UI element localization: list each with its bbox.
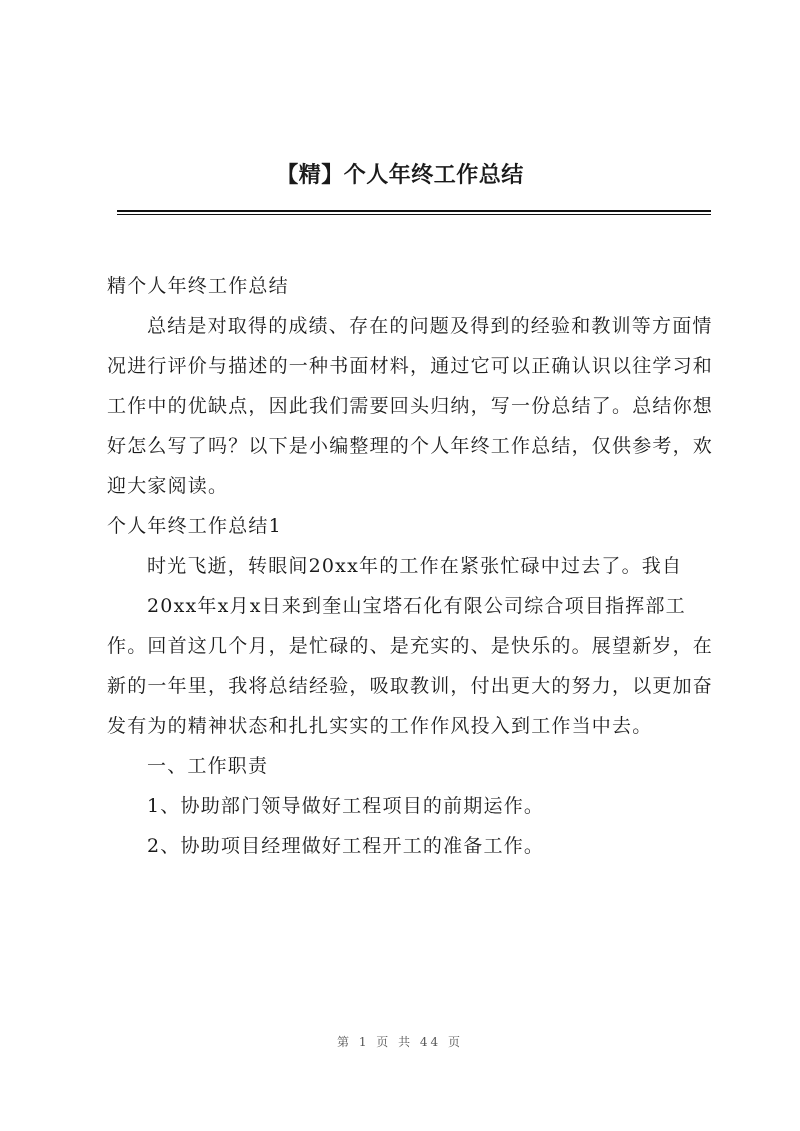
intro-paragraph: 总结是对取得的成绩、存在的问题及得到的经验和教训等方面情况进行评价与描述的一种书面材料，通过它可以正确认识以往学习和工作中的优缺点，因此我们需要回头归纳，写一份总结了。总结你想好怎么写了吗？以下是小编整理的个人年终工作总结，仅供参考，欢迎大家阅读。 <box>107 315 714 497</box>
heading-main: 精个人年终工作总结 <box>107 275 289 297</box>
page-footer: 第 1 页 共 44 页 <box>337 1035 463 1049</box>
section-heading: 个人年终工作总结1 <box>107 515 282 537</box>
list-item: 2、协助项目经理做好工程开工的准备工作。 <box>147 835 545 857</box>
document-title: 【精】个人年终工作总结 <box>276 163 524 188</box>
paragraph-opening: 时光飞逝，转眼间20xx年的工作在紧张忙碌中过去了。我自 <box>147 555 683 577</box>
title-divider-thin <box>117 214 711 215</box>
subheading-duties: 一、工作职责 <box>147 755 269 777</box>
title-divider-thick <box>117 210 711 212</box>
list-item: 1、协助部门领导做好工程项目的前期运作。 <box>147 795 545 817</box>
paragraph-body: 20xx年x月x日来到奎山宝塔石化有限公司综合项目指挥部工作。回首这几个月，是忙碌的、是充实的、是快乐的。展望新岁，在新的一年里，我将总结经验，吸取教训，付出更大的努力，以更加奋发有为的精神状态和扎扎实实的工作作风投入到工作当中去。 <box>107 595 714 737</box>
document-body <box>107 266 715 866</box>
